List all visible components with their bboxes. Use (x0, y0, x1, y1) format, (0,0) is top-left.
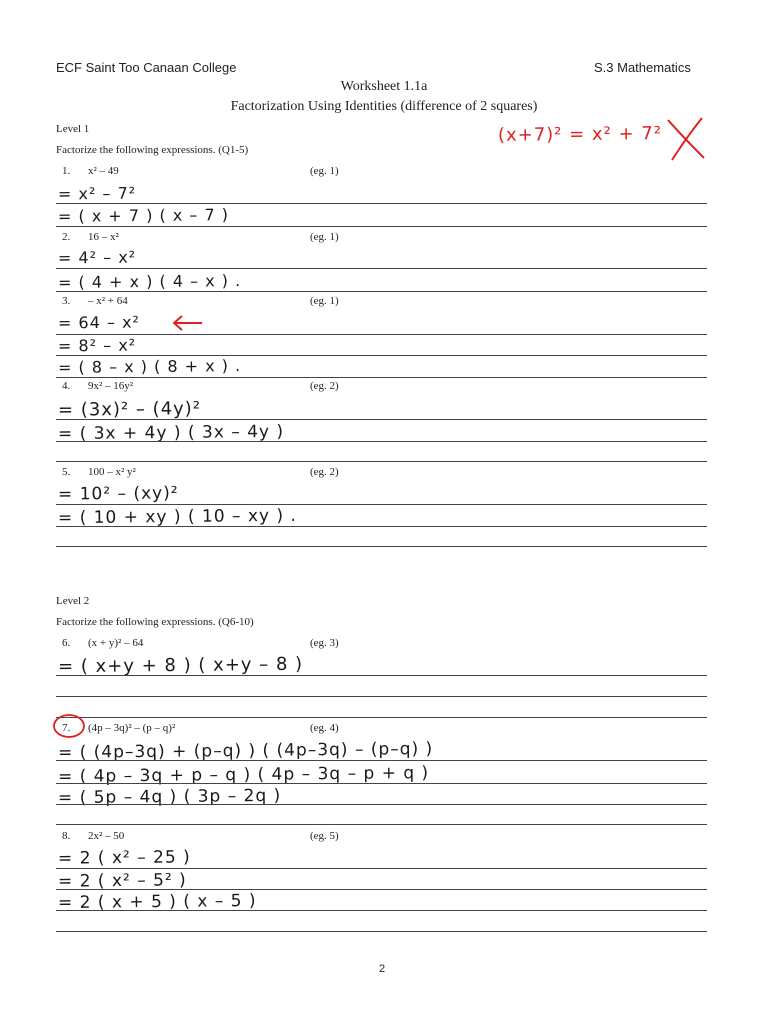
handwritten-step: = 64 – x² (57, 312, 141, 333)
question-number: 5. (62, 466, 71, 478)
answer-line (56, 783, 707, 784)
handwritten-step: = 2 ( x² – 5² ) (57, 870, 187, 892)
answer-line (56, 824, 707, 825)
answer-line (56, 675, 707, 676)
question-expression: – x² + 64 (88, 295, 128, 307)
question-expression: 2x² – 50 (88, 830, 125, 842)
page-number: 2 (379, 963, 386, 975)
question-number: 7. (62, 722, 71, 734)
answer-line (56, 889, 707, 890)
question-expression: (4p – 3q)² – (p – q)² (88, 722, 176, 734)
handwritten-step: = ( x + 7 ) ( x – 7 ) (57, 205, 230, 226)
example-reference: (eg. 1) (310, 165, 339, 177)
answer-line (56, 910, 707, 911)
handwritten-step: = 2 ( x + 5 ) ( x – 5 ) (57, 890, 257, 914)
school-name: ECF Saint Too Canaan College (56, 60, 237, 75)
example-reference: (eg. 2) (310, 466, 339, 478)
question-number: 1. (62, 165, 71, 177)
example-reference: (eg. 5) (310, 830, 339, 842)
answer-line (56, 334, 707, 335)
answer-line (56, 268, 707, 269)
answer-line (56, 355, 707, 356)
handwritten-step: = ( x+y + 8 ) ( x+y – 8 ) (57, 653, 304, 678)
section-instruction-level1: Factorize the following expressions. (Q1-5) (56, 144, 249, 156)
answer-line (56, 931, 707, 932)
handwritten-step: = 10² – (xy)² (57, 483, 179, 505)
answer-line (56, 461, 707, 462)
answer-line (56, 291, 707, 292)
answer-line (56, 717, 707, 718)
question-number: 8. (62, 830, 71, 842)
answer-line (56, 203, 707, 204)
answer-line (56, 804, 707, 805)
answer-line (56, 419, 707, 420)
handwritten-step: = 8² – x² (57, 335, 137, 356)
question-expression: 9x² – 16y² (88, 380, 134, 392)
question-expression: 100 – x² y² (88, 466, 136, 478)
answer-line (56, 546, 707, 547)
red-arrow-icon (170, 314, 204, 332)
handwritten-step: = ( 4p – 3q + p – q ) ( 4p – 3q – p + q ) (57, 763, 430, 787)
example-reference: (eg. 4) (310, 722, 339, 734)
worksheet-topic: Factorization Using Identities (difference of 2 squares) (230, 99, 538, 114)
question-number: 3. (62, 295, 71, 307)
question-number: 4. (62, 380, 71, 392)
answer-line (56, 441, 707, 442)
example-reference: (eg. 1) (310, 295, 339, 307)
handwritten-step: = ( 4 + x ) ( 4 – x ) . (57, 271, 242, 292)
handwritten-step: = ( (4p–3q) + (p–q) ) ( (4p–3q) – (p–q) ) (57, 739, 434, 763)
question-expression: 16 – x² (88, 231, 119, 243)
red-correction-note: (x+7)² = x² + 7² (497, 123, 663, 146)
handwritten-step: = (3x)² – (4y)² (57, 398, 202, 421)
handwritten-step: = x² – 7² (57, 183, 137, 204)
answer-line (56, 760, 707, 761)
answer-line (56, 868, 707, 869)
worksheet-title: Worksheet 1.1a (340, 79, 428, 94)
handwritten-step: = 4² – x² (57, 247, 137, 268)
section-heading-level1: Level 1 (56, 123, 90, 135)
example-reference: (eg. 2) (310, 380, 339, 392)
form-subject: S.3 Mathematics (594, 60, 691, 75)
answer-line (56, 226, 707, 227)
question-number: 2. (62, 231, 71, 243)
question-number: 6. (62, 637, 71, 649)
section-instruction-level2: Factorize the following expressions. (Q6-10) (56, 616, 254, 628)
handwritten-step: = ( 8 – x ) ( 8 + x ) . (57, 356, 242, 377)
question-expression: x² – 49 (88, 165, 119, 177)
answer-line (56, 377, 707, 378)
answer-line (56, 526, 707, 527)
handwritten-step: = ( 10 + xy ) ( 10 – xy ) . (57, 505, 297, 529)
handwritten-step: = 2 ( x² – 25 ) (57, 847, 191, 869)
example-reference: (eg. 3) (310, 637, 339, 649)
answer-line (56, 696, 707, 697)
handwritten-step: = ( 5p – 4q ) ( 3p – 2q ) (57, 785, 282, 809)
example-reference: (eg. 1) (310, 231, 339, 243)
handwritten-step: = ( 3x + 4y ) ( 3x – 4y ) (57, 421, 285, 445)
red-cross-icon (664, 116, 708, 162)
question-expression: (x + y)² – 64 (88, 637, 144, 649)
section-heading-level2: Level 2 (56, 595, 90, 607)
answer-line (56, 504, 707, 505)
